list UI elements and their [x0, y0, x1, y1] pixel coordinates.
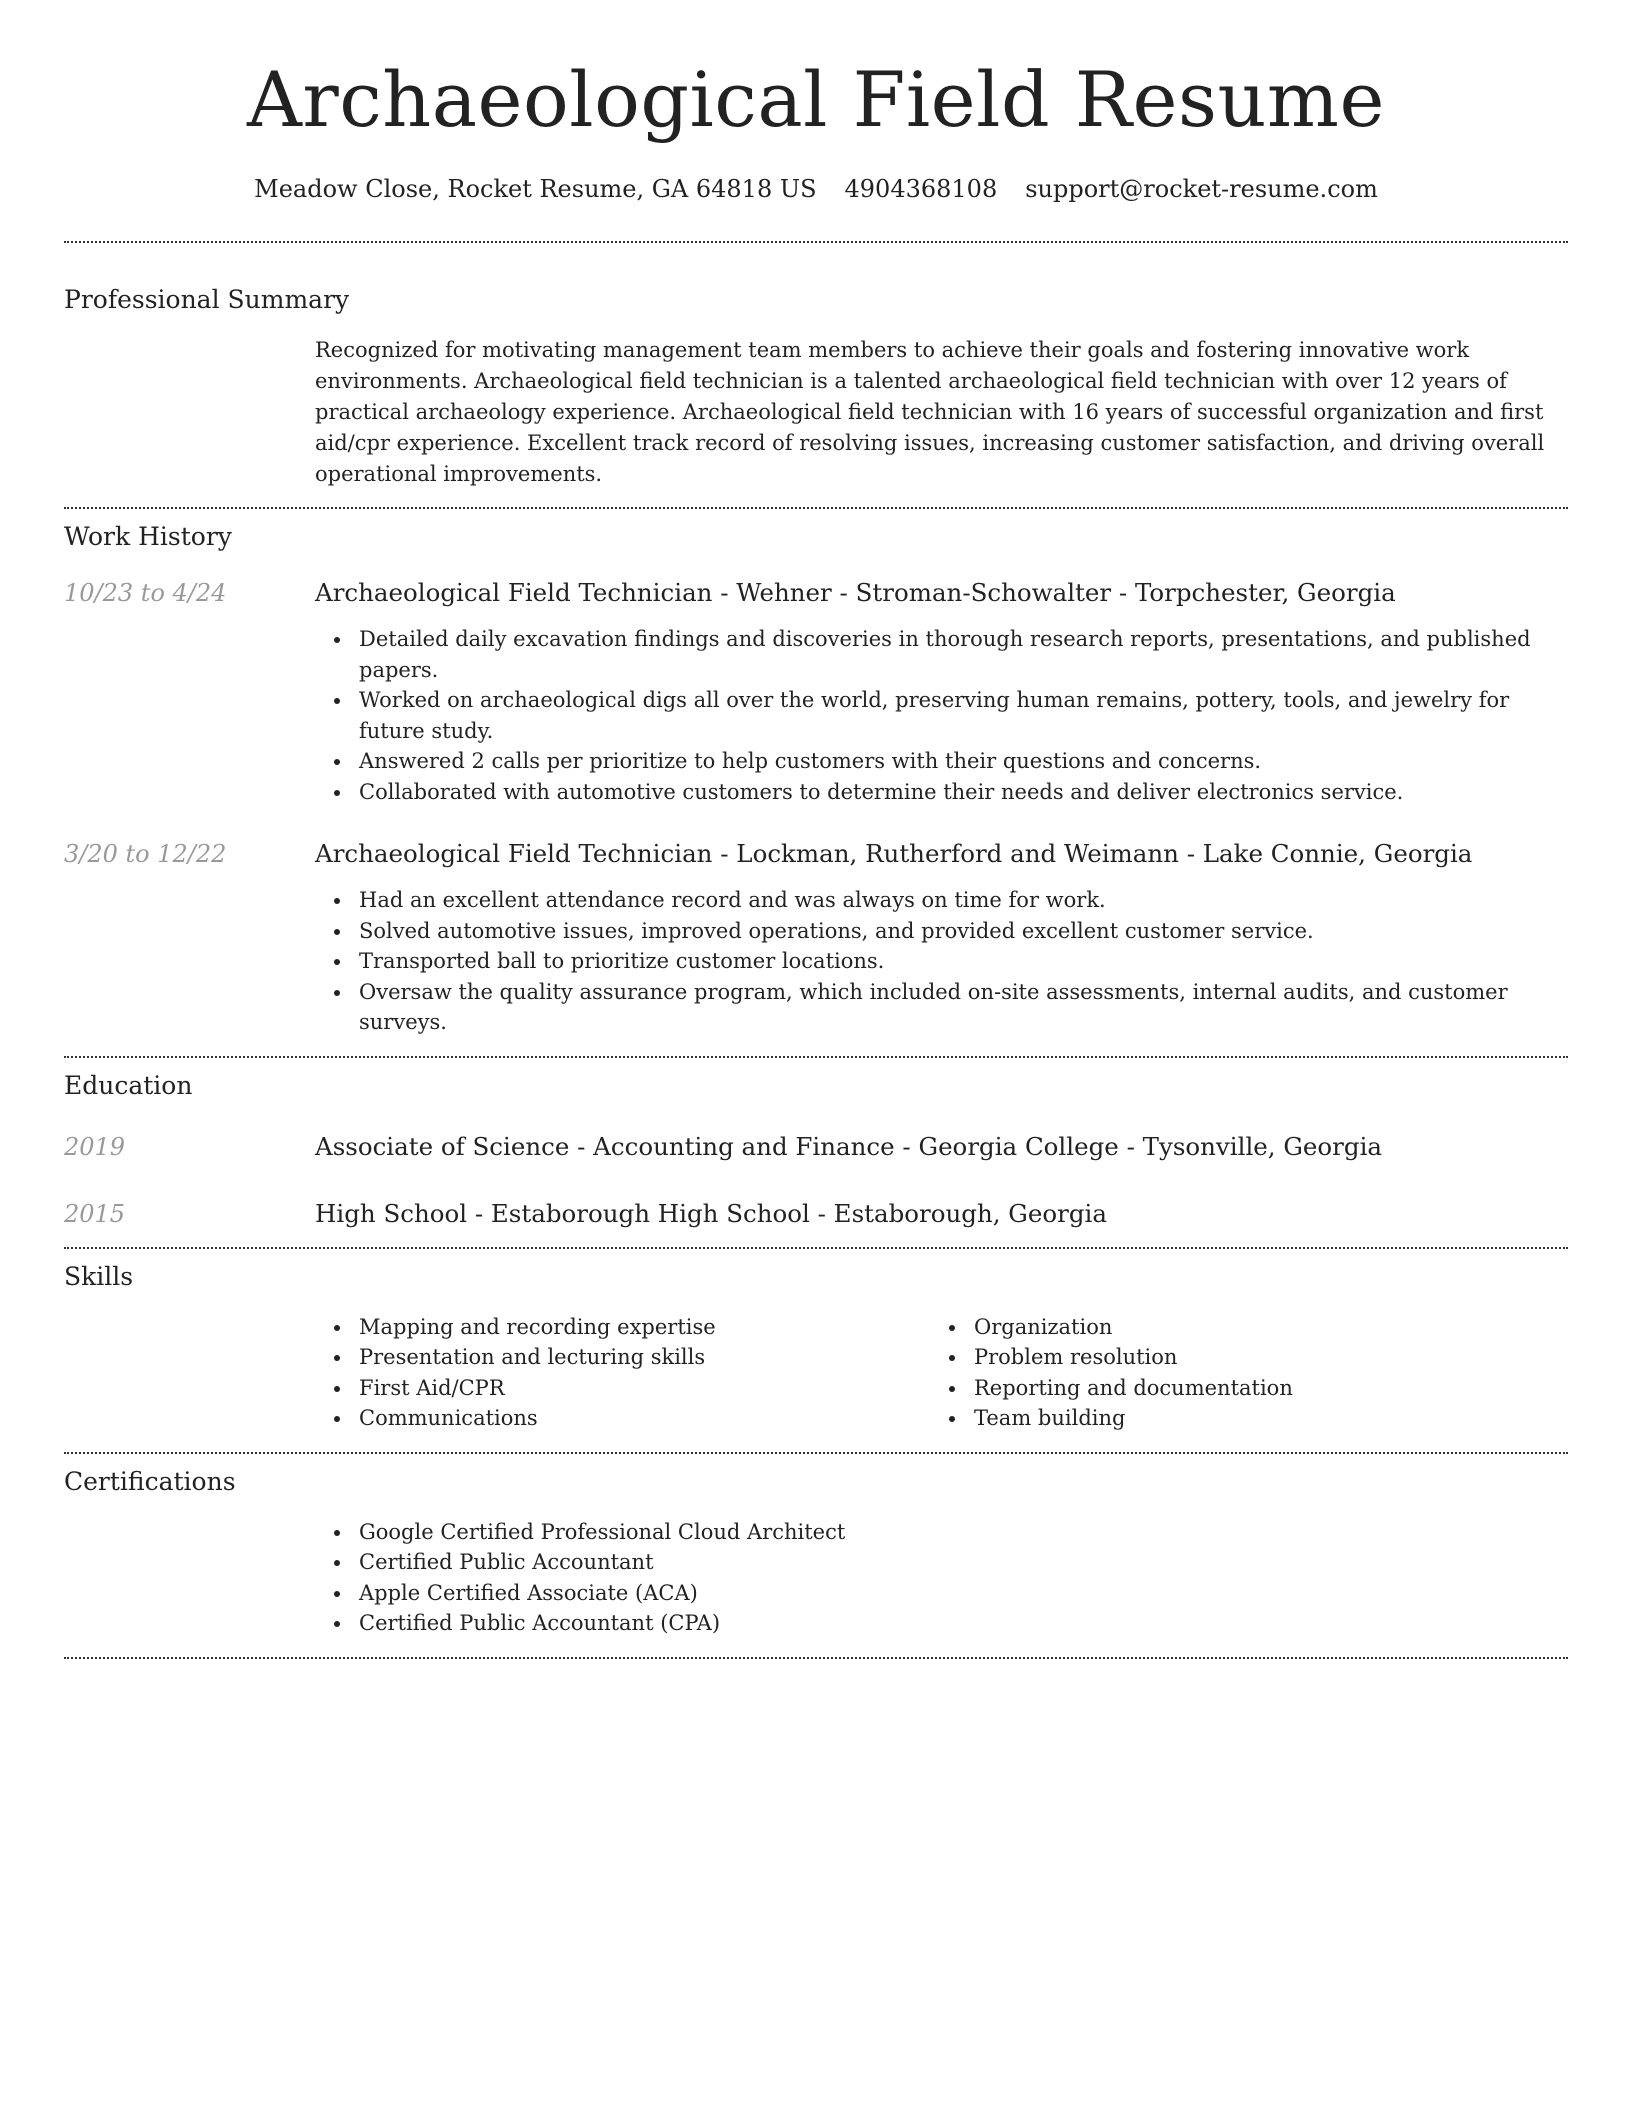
- list-item: Detailed daily excavation findings and discoveries in thorough research reports, presentations, and published papers.: [315, 624, 1568, 685]
- job-entry: [64, 837, 1568, 1038]
- list-item: Certified Public Accountant: [315, 1547, 1568, 1578]
- list-item: Solved automotive issues, improved operations, and provided excellent customer service.: [315, 916, 1568, 947]
- section-divider: [64, 1247, 1568, 1249]
- summary-row: [64, 335, 1568, 490]
- list-item: Oversaw the quality assurance program, which included on-site assessments, internal audits, and customer surveys.: [315, 977, 1568, 1038]
- list-item: Reporting and documentation: [930, 1373, 1545, 1404]
- list-item: First Aid/CPR: [315, 1373, 930, 1404]
- section-divider: [64, 507, 1568, 509]
- contact-line: [64, 172, 1568, 206]
- resume-name: Archaeological Field Resume: [247, 55, 1385, 144]
- job-dates: 10/23 to 4/24: [64, 579, 227, 607]
- job-dates: 3/20 to 12/22: [64, 840, 227, 868]
- section-divider: [64, 241, 1568, 243]
- list-item: Certified Public Accountant (CPA): [315, 1608, 1568, 1639]
- certifications-row: [64, 1517, 1568, 1639]
- list-item: Apple Certified Associate (ACA): [315, 1578, 1568, 1609]
- section-divider: [64, 1657, 1568, 1659]
- education-year: 2019: [64, 1132, 126, 1161]
- list-item: Google Certified Professional Cloud Architect: [315, 1517, 1568, 1548]
- job-heading: Archaeological Field Technician - Wehner - Stroman-Schowalter - Torpchester, Georgia: [315, 578, 1396, 607]
- education-heading: High School - Estaborough High School - Estaborough, Georgia: [315, 1198, 1107, 1228]
- section-divider: [64, 1056, 1568, 1058]
- list-item: Presentation and lecturing skills: [315, 1342, 930, 1373]
- skills-section-title: Skills: [64, 1261, 134, 1291]
- certifications-list: [315, 1517, 1568, 1639]
- certifications-section-title: Certifications: [64, 1466, 236, 1496]
- summary-section-title: Professional Summary: [64, 285, 350, 314]
- job-bullets: [315, 624, 1568, 807]
- skills-row: [64, 1312, 1568, 1434]
- resume-page: [64, 0, 1568, 1659]
- contact-phone: 4904368108: [844, 175, 998, 203]
- summary-text: Recognized for motivating management team members to achieve their goals and fostering innovative work environments. Archaeological field technician is a talented archaeological field technician with over 12 years of practical archaeology experience. Archaeological field technician with 16 years of successful organization and first aid/cpr experience. Excellent track record of resolving issues, increasing customer satisfaction, and driving overall operational improvements.: [315, 338, 1545, 486]
- skills-list-left: [315, 1312, 930, 1434]
- contact-address: Meadow Close, Rocket Resume, GA 64818 US: [254, 175, 817, 203]
- list-item: Communications: [315, 1403, 930, 1434]
- list-item: Problem resolution: [930, 1342, 1545, 1373]
- list-item: Mapping and recording expertise: [315, 1312, 930, 1343]
- job-entry: [64, 576, 1568, 807]
- list-item: Collaborated with automotive customers to determine their needs and deliver electronics service.: [315, 777, 1568, 808]
- list-item: Answered 2 calls per prioritize to help customers with their questions and concerns.: [315, 746, 1568, 777]
- list-item: Organization: [930, 1312, 1545, 1343]
- job-bullets: [315, 885, 1568, 1038]
- education-entry: [64, 1197, 1568, 1231]
- list-item: Team building: [930, 1403, 1545, 1434]
- list-item: Worked on archaeological digs all over the world, preserving human remains, pottery, tools, and jewelry for future study.: [315, 685, 1568, 746]
- education-section-title: Education: [64, 1070, 193, 1100]
- job-heading: Archaeological Field Technician - Lockman, Rutherford and Weimann - Lake Connie, Georgia: [315, 839, 1473, 868]
- education-year: 2015: [64, 1199, 126, 1228]
- list-item: Had an excellent attendance record and was always on time for work.: [315, 885, 1568, 916]
- section-divider: [64, 1452, 1568, 1454]
- work-section-title: Work History: [64, 522, 232, 551]
- contact-email: support@rocket-resume.com: [1025, 175, 1378, 203]
- list-item: Transported ball to prioritize customer locations.: [315, 946, 1568, 977]
- education-heading: Associate of Science - Accounting and Finance - Georgia College - Tysonville, Georgia: [315, 1131, 1383, 1161]
- education-entry: [64, 1130, 1568, 1164]
- skills-list-right: [930, 1312, 1545, 1434]
